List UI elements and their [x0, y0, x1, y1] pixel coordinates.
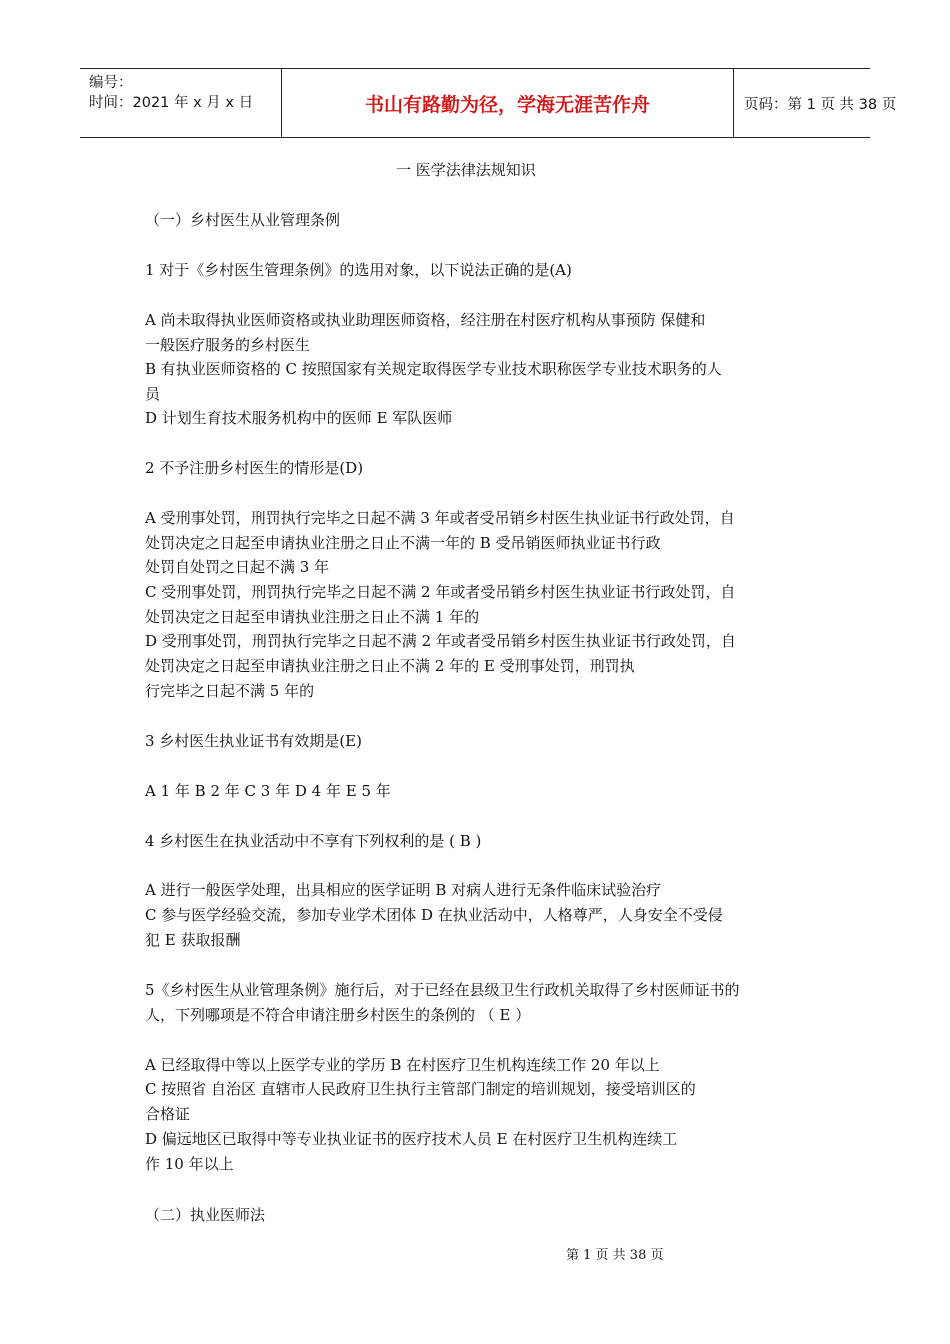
text-line: D 计划生育技术服务机构中的医师 E 军队医师 [145, 409, 453, 427]
text-line: A 尚未取得执业医师资格或执业助理医师资格，经注册在村医疗机构从事预防 保健和 [145, 311, 706, 329]
text-line: 员 [145, 385, 161, 403]
text-line: D 受刑事处罚，刑罚执行完毕之日起不满 2 年或者受吊销乡村医生执业证书行政处罚，自 [145, 632, 736, 650]
page-info-cell [734, 69, 897, 137]
page-footer: 第 1 页 共 38 页 [566, 1248, 664, 1263]
text-line: C 受刑事处罚，刑罚执行完毕之日起不满 2 年或者受吊销乡村医生执业证书行政处罚，自 [145, 583, 736, 601]
text-line: C 按照省 自治区 直辖市人民政府卫生执行主管部门制定的培训规划，接受培训区的 [145, 1080, 696, 1098]
text-line: A 受刑事处罚，刑罚执行完毕之日起不满 3 年或者受吊销乡村医生执业证书行政处罚，自 [145, 509, 735, 527]
text-line: A 进行一般医学处理，出具相应的医学证明 B 对病人进行无条件临床试验治疗 [145, 881, 662, 899]
text-line: 人，下列哪项是不符合申请注册乡村医生的条例的 （ E ） [145, 1006, 531, 1024]
text-line: 一般医疗服务的乡村医生 [145, 336, 311, 354]
header-motto: 书山有路勤为径，学海无涯苦作舟 [364, 93, 650, 116]
text-line: 作 10 年以上 [145, 1155, 234, 1173]
text-line: 3 乡村医生执业证书有效期是(E) [145, 732, 362, 750]
text-line: 犯 E 获取报酬 [145, 931, 241, 949]
text-line: 行完毕之日起不满 5 年的 [145, 682, 315, 700]
text-line: 4 乡村医生在执业活动中不享有下列权利的是 ( B ) [145, 832, 482, 850]
text-line: D 偏远地区已取得中等专业执业证书的医疗技术人员 E 在村医疗卫生机构连续工 [145, 1130, 678, 1148]
text-line: 合格证 [145, 1105, 191, 1123]
text-line: 处罚自处罚之日起不满 3 年 [145, 558, 330, 576]
text-line: A 1 年 B 2 年 C 3 年 D 4 年 E 5 年 [145, 782, 391, 800]
text-line: 2 不予注册乡村医生的情形是(D) [145, 459, 364, 477]
text-line: 1 对于《乡村医生管理条例》的选用对象，以下说法正确的是(A) [145, 261, 572, 279]
date-label: 时间：2021 年 x 月 x 日 [89, 95, 254, 111]
section-title: 一 医学法律法规知识 [396, 161, 536, 179]
text-line: B 有执业医师资格的 C 按照国家有关规定取得医学专业技术职称医学专业技术职务的人 [145, 360, 722, 378]
text-line: 5《乡村医生从业管理条例》施行后，对于已经在县级卫生行政机关取得了乡村医师证书的 [145, 981, 740, 999]
text-line: 处罚决定之日起至申请执业注册之日止不满一年的 B 受吊销医师执业证书行政 [145, 534, 661, 552]
text-line: 处罚决定之日起至申请执业注册之日止不满 1 年的 [145, 608, 480, 626]
text-line: A 已经取得中等以上医学专业的学历 B 在村医疗卫生机构连续工作 20 年以上 [145, 1056, 660, 1074]
text-line: C 参与医学经验交流，参加专业学术团体 D 在执业活动中，人格尊严，人身安全不受侵 [145, 906, 723, 924]
header-page-info: 页码：第 1 页 共 38 页 [744, 96, 897, 113]
header-meta-cell [80, 69, 282, 137]
number-label: 编号： [89, 75, 133, 91]
text-line: 处罚决定之日起至申请执业注册之日止不满 2 年的 E 受刑事处罚，刑罚执 [145, 657, 635, 675]
text-line: （一）乡村医生从业管理条例 [145, 211, 341, 229]
page-header [80, 68, 897, 138]
motto-cell [282, 69, 734, 137]
text-line: （二）执业医师法 [145, 1206, 266, 1224]
